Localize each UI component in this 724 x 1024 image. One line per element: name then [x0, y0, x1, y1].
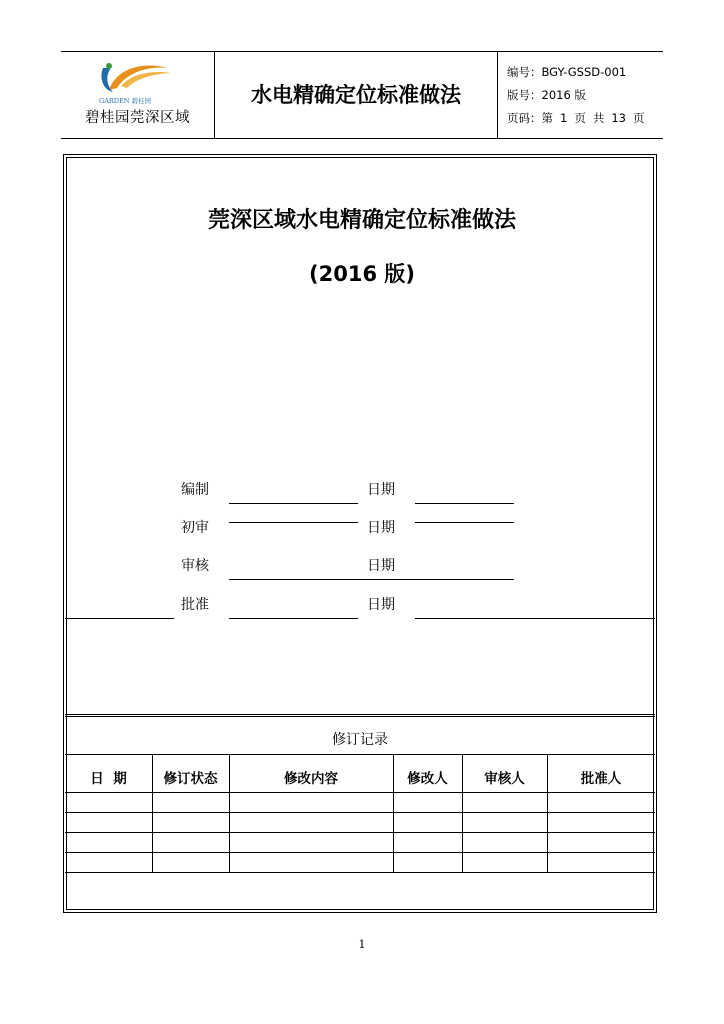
col-header-approver: 批准人 [580, 771, 622, 787]
table-rule [65, 872, 655, 873]
table-rule [65, 832, 655, 833]
logo-brand-text: GARDEN 碧桂园 [99, 97, 151, 105]
col-header-editor: 修改人 [407, 771, 448, 787]
signoff-label-review: 审核 [181, 558, 209, 574]
signoff-label-first-review: 初审 [181, 520, 209, 536]
signoff-line [229, 522, 358, 523]
signoff-line [229, 503, 358, 504]
signoff-date-label: 日期 [367, 558, 395, 574]
signoff-date-label: 日期 [367, 597, 395, 613]
table-rule [65, 852, 655, 853]
section-divider [65, 716, 655, 717]
header-divider [497, 52, 498, 138]
cover-title: 莞深区域水电精确定位标准做法 [207, 208, 516, 233]
doc-page: 页码：第 1 页 共 13 页 [507, 111, 645, 125]
signoff-date-label: 日期 [367, 520, 395, 536]
table-rule [65, 812, 655, 813]
company-logo-icon [99, 60, 177, 100]
col-header-content: 修改内容 [284, 771, 338, 787]
signoff-date-line [415, 522, 514, 523]
signoff-label-approve: 批准 [181, 597, 209, 613]
table-rule [65, 792, 655, 793]
signoff-line [229, 579, 514, 580]
logo-caption: 碧桂园莞深区域 [85, 110, 190, 126]
signoff-line [229, 618, 358, 619]
col-header-date: 日 期 [90, 771, 127, 787]
doc-code: 编号：BGY-GSSD-001 [507, 65, 627, 79]
signoff-line [65, 618, 174, 619]
signoff-label-compile: 编制 [181, 482, 209, 498]
section-divider [65, 714, 655, 715]
header-meta [507, 61, 644, 130]
logo-cell [61, 52, 214, 138]
document-header [61, 51, 663, 139]
header-doc-title: 水电精确定位标准做法 [251, 83, 461, 107]
table-rule [65, 754, 655, 755]
signoff-date-label: 日期 [367, 482, 395, 498]
page-number: 1 [358, 938, 366, 951]
revision-title: 修订记录 [332, 732, 388, 748]
col-header-reviewer: 审核人 [484, 771, 525, 787]
signoff-date-line [415, 503, 514, 504]
col-header-status: 修订状态 [163, 771, 218, 787]
cover-version: (2016 版) [309, 262, 415, 286]
doc-version: 版号：2016 版 [507, 88, 586, 102]
signoff-line [415, 618, 655, 619]
